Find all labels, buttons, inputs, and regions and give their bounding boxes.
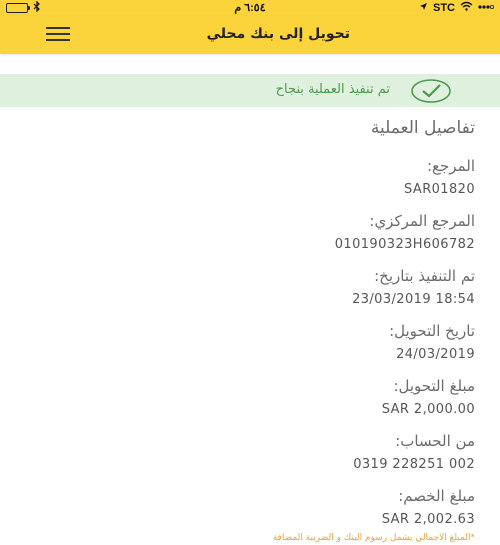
menu-button[interactable] bbox=[46, 27, 72, 43]
location-arrow-icon bbox=[419, 2, 428, 14]
field-label: مبلغ الخصم: bbox=[398, 487, 475, 505]
field-label: المرجع المركزي: bbox=[369, 212, 475, 230]
hamburger-icon bbox=[46, 27, 70, 29]
field-from-account bbox=[35, 432, 475, 474]
success-banner bbox=[0, 74, 500, 107]
status-time: ٦:٥٤ م bbox=[234, 2, 266, 14]
field-value: 23/03/2019 18:54 bbox=[352, 292, 475, 307]
field-reference bbox=[35, 157, 475, 199]
field-value: 24/03/2019 bbox=[396, 347, 475, 362]
check-circle-icon bbox=[411, 79, 451, 103]
field-label: المرجع: bbox=[427, 157, 475, 175]
field-debit-amount bbox=[35, 487, 475, 529]
status-right bbox=[419, 1, 494, 14]
field-value: SAR 2,002.63 bbox=[381, 512, 475, 527]
field-central-reference bbox=[35, 212, 475, 254]
field-transfer-date bbox=[35, 322, 475, 364]
field-label: مبلغ التحويل: bbox=[393, 377, 475, 395]
field-value: SAR01820 bbox=[404, 182, 475, 197]
status-bar bbox=[0, 0, 500, 16]
wifi-icon bbox=[460, 1, 473, 14]
field-label: تاريخ التحويل: bbox=[389, 322, 475, 340]
signal-icon bbox=[478, 2, 494, 14]
page-title: تحويل إلى بنك محلي bbox=[206, 26, 350, 42]
field-value: 0319 228251 002 bbox=[353, 457, 475, 472]
field-value: 010190323H606782 bbox=[334, 237, 475, 252]
carrier-name: STC bbox=[433, 1, 455, 14]
fees-note: *المبلغ الاجمالي يشمل رسوم البنك و الضريبة المضافة bbox=[272, 533, 475, 543]
field-executed-date bbox=[35, 267, 475, 309]
app-bar bbox=[0, 16, 500, 54]
success-message: تم تنفيذ العملية بنجاح bbox=[275, 82, 390, 97]
field-label: من الحساب: bbox=[395, 432, 475, 450]
transaction-details bbox=[35, 118, 475, 545]
section-title: تفاصيل العملية bbox=[370, 118, 475, 138]
field-transfer-amount bbox=[35, 377, 475, 419]
field-label: تم التنفيذ بتاريخ: bbox=[374, 267, 475, 285]
field-value: SAR 2,000.00 bbox=[381, 402, 475, 417]
